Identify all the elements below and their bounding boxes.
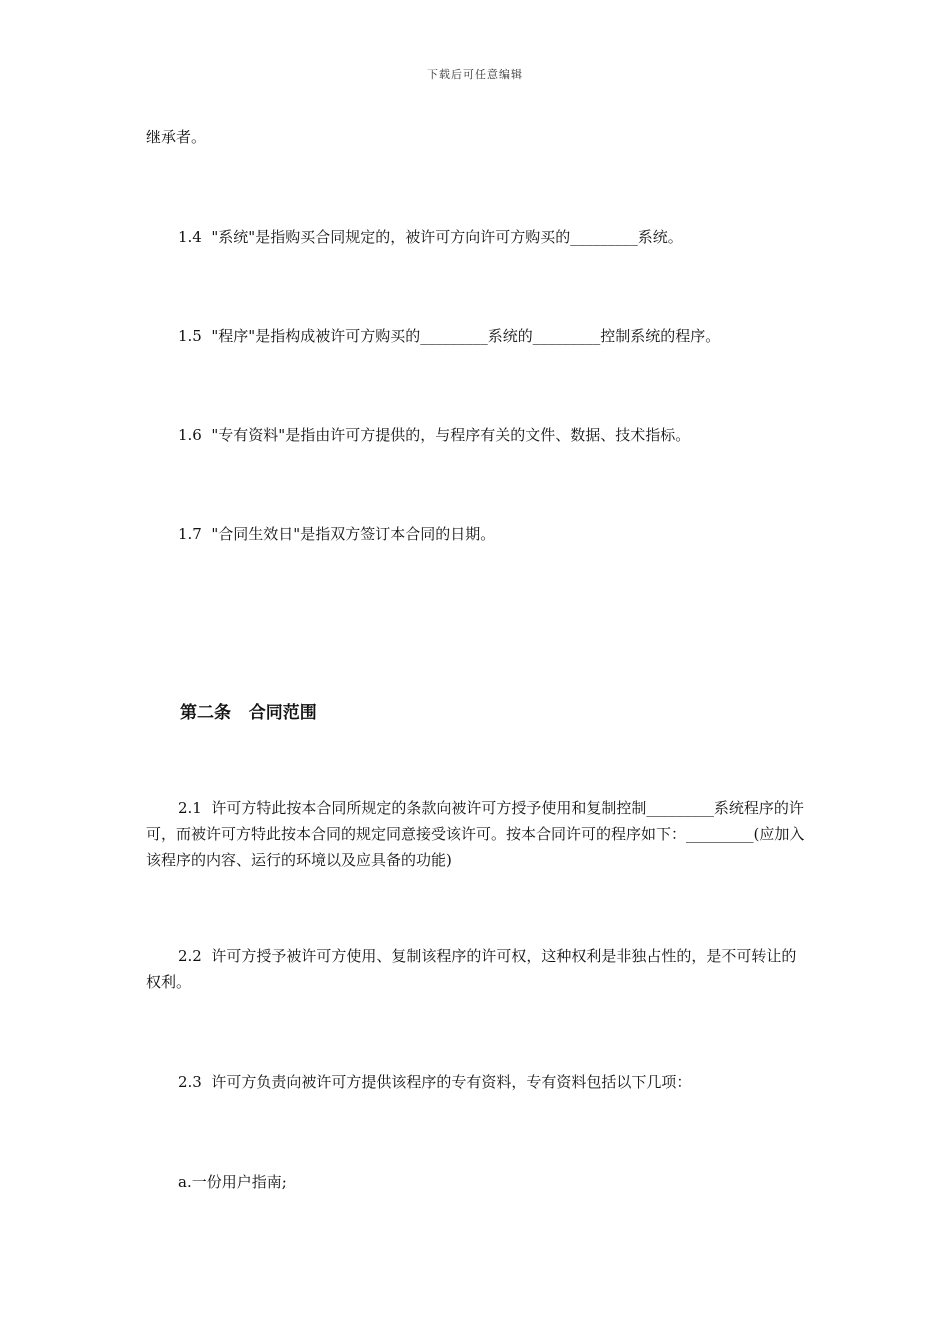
paragraph-continuation: 继承者。	[146, 128, 207, 146]
clause-1-7: 1.7 "合同生效日"是指双方签订本合同的日期。	[178, 525, 496, 543]
list-item-a: a.一份用户指南;	[178, 1173, 287, 1191]
clause-2-3: 2.3 许可方负责向被许可方提供该程序的专有资料，专有资料包括以下几项：	[178, 1073, 692, 1091]
page-header-note: 下载后可任意编辑	[427, 68, 523, 81]
clause-2-2: 2.2 许可方授予被许可方使用、复制该程序的许可权，这种权利是非独占性的，是不可转让的权利。	[146, 947, 797, 991]
section-heading: 第二条 合同范围	[180, 703, 317, 723]
clause-1-6: 1.6 "专有资料"是指由许可方提供的，与程序有关的文件、数据、技术指标。	[178, 426, 691, 444]
clause-1-4: 1.4 "系统"是指购买合同规定的，被许可方向许可方购买的_________系统。	[178, 228, 683, 246]
clause-2-1: 2.1 许可方特此按本合同所规定的条款向被许可方授予使用和复制控制_________系统程序的许可，而被许可方特此按本合同的规定同意接受该许可。按本合同许可的程序如下：_________(应加入该程序的内容、运行的环境以及应具备的功能)	[146, 799, 805, 869]
clause-1-5: 1.5 "程序"是指构成被许可方购买的_________系统的_________控制系统的程序。	[178, 327, 721, 345]
